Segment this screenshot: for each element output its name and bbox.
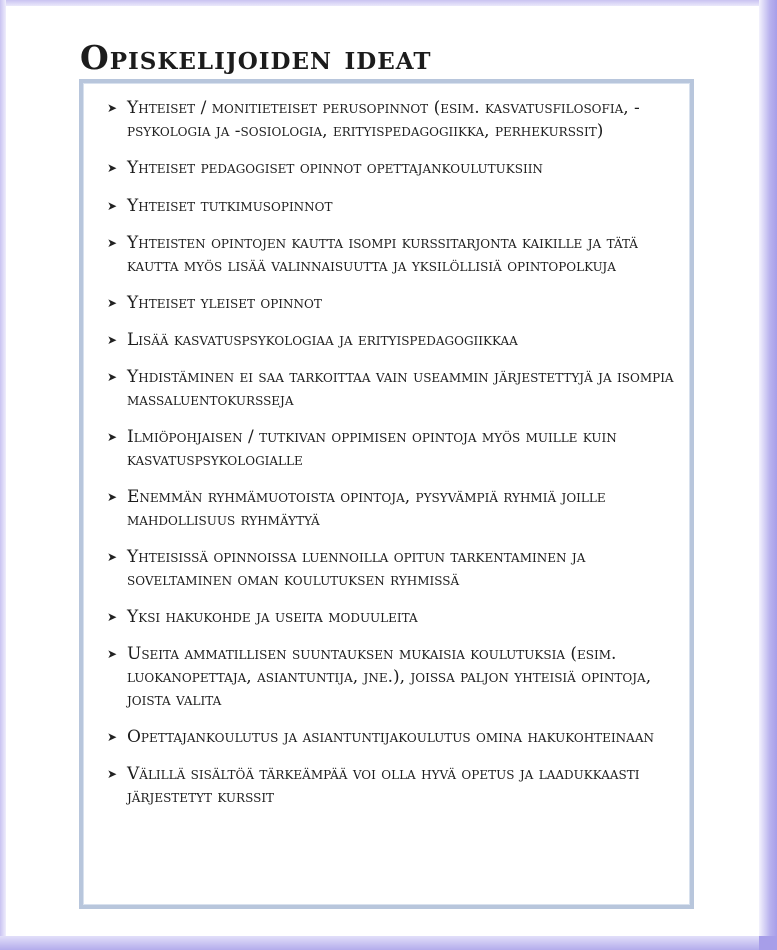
- idea-text: Opettajankoulutus ja asiantuntijakoulutus omina hakukohteinaan: [127, 727, 655, 747]
- idea-list-item: [83, 97, 690, 143]
- idea-list-item: [83, 232, 690, 278]
- idea-text: Yhteiset tutkimusopinnot: [127, 196, 333, 216]
- arrowhead-bullet-icon: ➤: [107, 647, 118, 661]
- idea-list-item: [83, 426, 690, 472]
- arrowhead-bullet-icon: ➤: [107, 333, 118, 347]
- arrowhead-bullet-icon: ➤: [107, 730, 118, 744]
- idea-list-item: [83, 366, 690, 412]
- arrowhead-bullet-icon: ➤: [107, 101, 118, 115]
- idea-list-item: [83, 606, 690, 629]
- idea-list-item: [83, 329, 690, 352]
- frame-top-border: [0, 0, 777, 6]
- frame-corner: [759, 936, 777, 950]
- idea-text: Yksi hakukohde ja useita moduuleita: [127, 607, 418, 627]
- idea-text: Yhdistäminen ei saa tarkoittaa vain useammin järjestettyjä ja isompia massaluentokursseja: [127, 367, 674, 410]
- idea-text: Lisää kasvatuspsykologiaa ja erityispedagogiikkaa: [127, 330, 518, 350]
- idea-text: Yhteisissä opinnoissa luennoilla opitun tarkentaminen ja soveltaminen oman koulutuksen ryhmissä: [127, 547, 586, 590]
- ideas-box: [79, 79, 694, 909]
- arrowhead-bullet-icon: ➤: [107, 767, 118, 781]
- frame-left-border: [0, 0, 6, 950]
- idea-text: Useita ammatillisen suuntauksen mukaisia koulutuksia (esim. luokanopettaja, asiantuntija, jne.), joissa paljon yhteisiä opintoja, joista valita: [127, 644, 652, 710]
- slide-title: Opiskelijoiden ideat: [80, 38, 432, 77]
- ideas-list: [83, 97, 690, 823]
- idea-text: Yhteiset yleiset opinnot: [127, 293, 322, 313]
- idea-list-item: [83, 546, 690, 592]
- arrowhead-bullet-icon: ➤: [107, 610, 118, 624]
- arrowhead-bullet-icon: ➤: [107, 550, 118, 564]
- idea-text: Yhteiset / monitieteiset perusopinnot (esim. kasvatusfilosofia, -psykologia ja -sosiologia, erityispedagogiikka, perhekurssit): [127, 98, 640, 141]
- arrowhead-bullet-icon: ➤: [107, 490, 118, 504]
- idea-text: Ilmiöpohjaisen / tutkivan oppimisen opintoja myös muille kuin kasvatuspsykologialle: [127, 427, 617, 470]
- arrowhead-bullet-icon: ➤: [107, 296, 118, 310]
- idea-text: Välillä sisältöä tärkeämpää voi olla hyvä opetus ja laadukkaasti järjestetyt kurssit: [127, 764, 640, 807]
- idea-list-item: [83, 486, 690, 532]
- arrowhead-bullet-icon: ➤: [107, 236, 118, 250]
- idea-text: Enemmän ryhmämuotoista opintoja, pysyvämpiä ryhmiä joille mahdollisuus ryhmäytyä: [127, 487, 606, 530]
- idea-text: Yhteiset pedagogiset opinnot opettajankoulutuksiin: [127, 158, 543, 178]
- idea-list-item: [83, 292, 690, 315]
- idea-text: Yhteisten opintojen kautta isompi kurssitarjonta kaikille ja tätä kautta myös lisää valinnaisuutta ja yksilöllisiä opintopolkuja: [127, 233, 638, 276]
- idea-list-item: [83, 726, 690, 749]
- idea-list-item: [83, 763, 690, 809]
- arrowhead-bullet-icon: ➤: [107, 370, 118, 384]
- arrowhead-bullet-icon: ➤: [107, 161, 118, 175]
- idea-list-item: [83, 195, 690, 218]
- idea-list-item: [83, 643, 690, 712]
- frame-right-border: [759, 0, 777, 950]
- arrowhead-bullet-icon: ➤: [107, 430, 118, 444]
- arrowhead-bullet-icon: ➤: [107, 199, 118, 213]
- idea-list-item: [83, 157, 690, 180]
- frame-bottom-border: [0, 936, 777, 950]
